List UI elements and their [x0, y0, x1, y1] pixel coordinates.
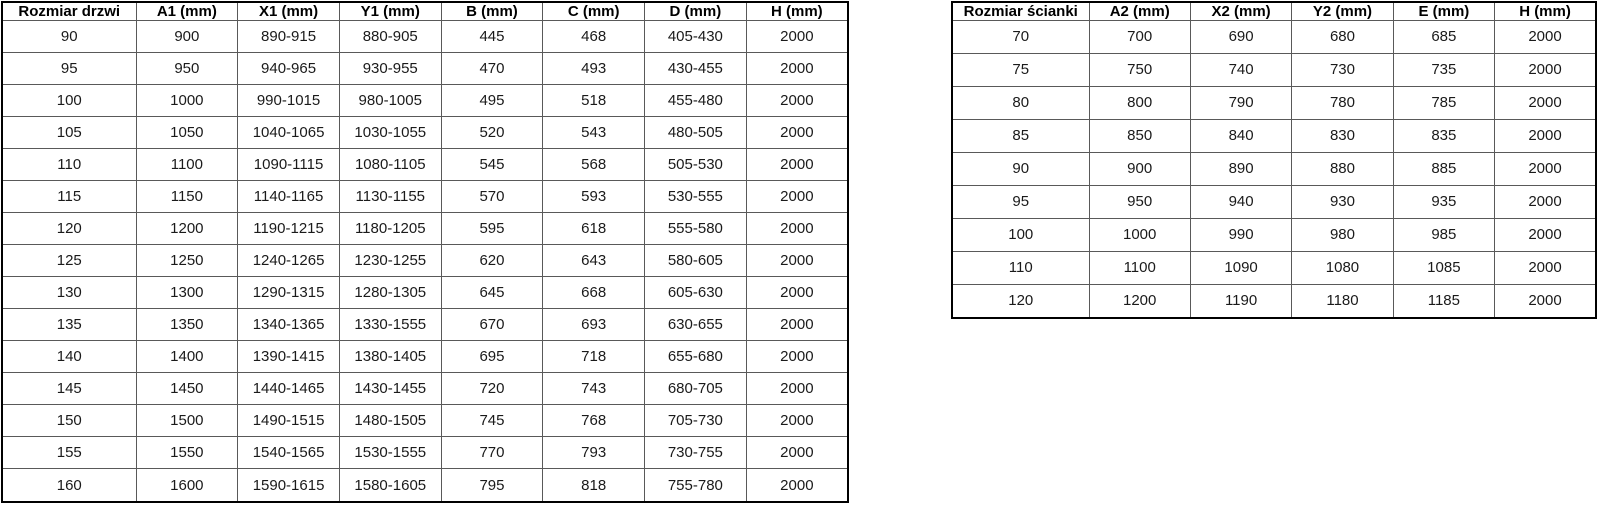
table-cell: 1040-1065 — [238, 117, 340, 149]
table-cell: 75 — [952, 53, 1089, 86]
table-cell: 605-630 — [645, 277, 747, 309]
table-row — [952, 53, 1596, 86]
table-cell: 705-730 — [645, 405, 747, 437]
table-cell: 670 — [441, 309, 543, 341]
table-cell: 2000 — [746, 21, 848, 53]
table-cell: 668 — [543, 277, 645, 309]
table-cell: 100 — [952, 218, 1089, 251]
table-cell: 850 — [1089, 119, 1190, 152]
table-cell: 430-455 — [645, 53, 747, 85]
table-cell: 2000 — [746, 309, 848, 341]
table-cell: 1200 — [136, 213, 238, 245]
table-cell: 2000 — [746, 53, 848, 85]
table-cell: 568 — [543, 149, 645, 181]
table-cell: 1350 — [136, 309, 238, 341]
table-cell: 630-655 — [645, 309, 747, 341]
table-cell: 543 — [543, 117, 645, 149]
table-cell: 1240-1265 — [238, 245, 340, 277]
table-cell: 1090 — [1190, 251, 1291, 284]
table-cell: 120 — [952, 284, 1089, 318]
table-cell: 643 — [543, 245, 645, 277]
table-cell: 2000 — [1495, 251, 1596, 284]
table-cell: 1090-1115 — [238, 149, 340, 181]
table-cell: 768 — [543, 405, 645, 437]
table-cell: 1490-1515 — [238, 405, 340, 437]
table-cell: 718 — [543, 341, 645, 373]
table-cell: 1280-1305 — [339, 277, 441, 309]
table-row — [2, 373, 848, 405]
table-cell: 793 — [543, 437, 645, 469]
table-cell: 160 — [2, 469, 136, 502]
table-row — [2, 405, 848, 437]
table-cell: 125 — [2, 245, 136, 277]
header-cell: A2 (mm) — [1089, 2, 1190, 21]
table-cell: 2000 — [746, 181, 848, 213]
table-cell: 618 — [543, 213, 645, 245]
table-cell: 150 — [2, 405, 136, 437]
header-cell: Y1 (mm) — [339, 2, 441, 21]
table-cell: 985 — [1393, 218, 1494, 251]
table-row — [952, 251, 1596, 284]
table-cell: 95 — [2, 53, 136, 85]
table-cell: 885 — [1393, 152, 1494, 185]
table-cell: 940-965 — [238, 53, 340, 85]
table-cell: 1380-1405 — [339, 341, 441, 373]
table-cell: 750 — [1089, 53, 1190, 86]
table-cell: 1190 — [1190, 284, 1291, 318]
table-cell: 493 — [543, 53, 645, 85]
table-cell: 2000 — [746, 405, 848, 437]
table-cell: 2000 — [1495, 185, 1596, 218]
table-cell: 115 — [2, 181, 136, 213]
table-cell: 480-505 — [645, 117, 747, 149]
table-row — [2, 117, 848, 149]
table-cell: 1150 — [136, 181, 238, 213]
table-cell: 593 — [543, 181, 645, 213]
table-cell: 2000 — [746, 117, 848, 149]
table-row — [2, 85, 848, 117]
table-cell: 2000 — [746, 373, 848, 405]
table-cell: 880-905 — [339, 21, 441, 53]
table-cell: 2000 — [1495, 218, 1596, 251]
table-cell: 940 — [1190, 185, 1291, 218]
table-row — [2, 149, 848, 181]
table-cell: 730 — [1292, 53, 1393, 86]
table-cell: 655-680 — [645, 341, 747, 373]
table-cell: 690 — [1190, 21, 1291, 54]
table-cell: 990-1015 — [238, 85, 340, 117]
header-cell: X1 (mm) — [238, 2, 340, 21]
table-cell: 120 — [2, 213, 136, 245]
table-cell: 530-555 — [645, 181, 747, 213]
table-cell: 85 — [952, 119, 1089, 152]
table-cell: 468 — [543, 21, 645, 53]
table-cell: 518 — [543, 85, 645, 117]
table-cell: 95 — [952, 185, 1089, 218]
table-cell: 1400 — [136, 341, 238, 373]
table-cell: 405-430 — [645, 21, 747, 53]
table-cell: 470 — [441, 53, 543, 85]
table-cell: 743 — [543, 373, 645, 405]
table-cell: 790 — [1190, 86, 1291, 119]
table-cell: 680-705 — [645, 373, 747, 405]
table-cell: 835 — [1393, 119, 1494, 152]
table-cell: 110 — [952, 251, 1089, 284]
table-row — [2, 53, 848, 85]
table-cell: 1130-1155 — [339, 181, 441, 213]
table-cell: 1300 — [136, 277, 238, 309]
table-cell: 1500 — [136, 405, 238, 437]
table-cell: 445 — [441, 21, 543, 53]
table-cell: 2000 — [746, 277, 848, 309]
table-cell: 1100 — [1089, 251, 1190, 284]
table-row — [2, 341, 848, 373]
table-cell: 130 — [2, 277, 136, 309]
table-cell: 90 — [952, 152, 1089, 185]
table-row — [2, 277, 848, 309]
table-cell: 520 — [441, 117, 543, 149]
table-cell: 1550 — [136, 437, 238, 469]
table-cell: 620 — [441, 245, 543, 277]
table-cell: 155 — [2, 437, 136, 469]
table-row — [2, 213, 848, 245]
table-cell: 1250 — [136, 245, 238, 277]
table-cell: 1590-1615 — [238, 469, 340, 502]
header-cell: A1 (mm) — [136, 2, 238, 21]
header-cell: Y2 (mm) — [1292, 2, 1393, 21]
table-row — [952, 185, 1596, 218]
table-cell: 880 — [1292, 152, 1393, 185]
table-row — [952, 152, 1596, 185]
table-cell: 1100 — [136, 149, 238, 181]
header-cell: E (mm) — [1393, 2, 1494, 21]
table-cell: 695 — [441, 341, 543, 373]
table-row — [952, 284, 1596, 318]
table-cell: 105 — [2, 117, 136, 149]
table-cell: 2000 — [746, 341, 848, 373]
table-cell: 1190-1215 — [238, 213, 340, 245]
table-cell: 1430-1455 — [339, 373, 441, 405]
table-cell: 1030-1055 — [339, 117, 441, 149]
header-cell: Rozmiar ścianki — [952, 2, 1089, 21]
table-cell: 1440-1465 — [238, 373, 340, 405]
table-cell: 720 — [441, 373, 543, 405]
table-cell: 1180 — [1292, 284, 1393, 318]
table-cell: 900 — [136, 21, 238, 53]
header-row — [952, 2, 1596, 21]
table-row — [952, 218, 1596, 251]
table-cell: 950 — [1089, 185, 1190, 218]
table-cell: 1340-1365 — [238, 309, 340, 341]
table-cell: 70 — [952, 21, 1089, 54]
table-cell: 990 — [1190, 218, 1291, 251]
table-row — [2, 181, 848, 213]
table-cell: 980 — [1292, 218, 1393, 251]
table-row — [952, 86, 1596, 119]
table-cell: 800 — [1089, 86, 1190, 119]
table-cell: 2000 — [746, 245, 848, 277]
table-cell: 1600 — [136, 469, 238, 502]
table-row — [2, 245, 848, 277]
table-cell: 935 — [1393, 185, 1494, 218]
table-cell: 2000 — [746, 437, 848, 469]
table-cell: 2000 — [746, 85, 848, 117]
table-cell: 735 — [1393, 53, 1494, 86]
header-cell: H (mm) — [1495, 2, 1596, 21]
wall-size-table — [951, 1, 1597, 319]
table-cell: 890-915 — [238, 21, 340, 53]
table-cell: 1480-1505 — [339, 405, 441, 437]
table-cell: 580-605 — [645, 245, 747, 277]
table-cell: 1290-1315 — [238, 277, 340, 309]
table-cell: 693 — [543, 309, 645, 341]
table-cell: 680 — [1292, 21, 1393, 54]
header-cell: X2 (mm) — [1190, 2, 1291, 21]
table-cell: 745 — [441, 405, 543, 437]
table-cell: 1200 — [1089, 284, 1190, 318]
table-cell: 1140-1165 — [238, 181, 340, 213]
table-cell: 1085 — [1393, 251, 1494, 284]
table-cell: 1540-1565 — [238, 437, 340, 469]
door-size-table — [1, 1, 849, 503]
header-cell: C (mm) — [543, 2, 645, 21]
table-cell: 595 — [441, 213, 543, 245]
table-cell: 135 — [2, 309, 136, 341]
table-row — [952, 119, 1596, 152]
table-cell: 1450 — [136, 373, 238, 405]
table-cell: 495 — [441, 85, 543, 117]
table-cell: 645 — [441, 277, 543, 309]
table-cell: 740 — [1190, 53, 1291, 86]
table-cell: 1080 — [1292, 251, 1393, 284]
header-cell: B (mm) — [441, 2, 543, 21]
table-cell: 1185 — [1393, 284, 1494, 318]
table-cell: 1180-1205 — [339, 213, 441, 245]
table-cell: 1580-1605 — [339, 469, 441, 502]
table-cell: 1050 — [136, 117, 238, 149]
header-cell: Rozmiar drzwi — [2, 2, 136, 21]
table-row — [2, 437, 848, 469]
table-cell: 545 — [441, 149, 543, 181]
table-cell: 930 — [1292, 185, 1393, 218]
table-cell: 1080-1105 — [339, 149, 441, 181]
table-cell: 685 — [1393, 21, 1494, 54]
table-cell: 2000 — [746, 469, 848, 502]
table-cell: 140 — [2, 341, 136, 373]
table-cell: 1390-1415 — [238, 341, 340, 373]
table-cell: 80 — [952, 86, 1089, 119]
table-cell: 2000 — [1495, 21, 1596, 54]
table-cell: 840 — [1190, 119, 1291, 152]
table-cell: 730-755 — [645, 437, 747, 469]
table-cell: 1000 — [1089, 218, 1190, 251]
table-cell: 1000 — [136, 85, 238, 117]
table-cell: 1530-1555 — [339, 437, 441, 469]
table-cell: 90 — [2, 21, 136, 53]
table-cell: 830 — [1292, 119, 1393, 152]
table-cell: 770 — [441, 437, 543, 469]
table-cell: 145 — [2, 373, 136, 405]
table-cell: 785 — [1393, 86, 1494, 119]
table-row — [2, 21, 848, 53]
table-cell: 2000 — [1495, 284, 1596, 318]
table-cell: 900 — [1089, 152, 1190, 185]
table-cell: 2000 — [1495, 86, 1596, 119]
table-cell: 780 — [1292, 86, 1393, 119]
header-cell: H (mm) — [746, 2, 848, 21]
table-cell: 795 — [441, 469, 543, 502]
table-cell: 2000 — [746, 149, 848, 181]
table-cell: 980-1005 — [339, 85, 441, 117]
table-cell: 2000 — [1495, 119, 1596, 152]
table-cell: 1330-1555 — [339, 309, 441, 341]
table-row — [952, 21, 1596, 54]
table-cell: 110 — [2, 149, 136, 181]
table-row — [2, 469, 848, 502]
table-cell: 2000 — [746, 213, 848, 245]
table-row — [2, 309, 848, 341]
table-cell: 555-580 — [645, 213, 747, 245]
table-cell: 505-530 — [645, 149, 747, 181]
table-cell: 890 — [1190, 152, 1291, 185]
table-cell: 100 — [2, 85, 136, 117]
table-cell: 930-955 — [339, 53, 441, 85]
table-cell: 1230-1255 — [339, 245, 441, 277]
header-row — [2, 2, 848, 21]
table-cell: 570 — [441, 181, 543, 213]
header-cell: D (mm) — [645, 2, 747, 21]
table-cell: 2000 — [1495, 152, 1596, 185]
table-cell: 455-480 — [645, 85, 747, 117]
table-cell: 700 — [1089, 21, 1190, 54]
table-cell: 2000 — [1495, 53, 1596, 86]
table-cell: 755-780 — [645, 469, 747, 502]
table-cell: 818 — [543, 469, 645, 502]
table-cell: 950 — [136, 53, 238, 85]
